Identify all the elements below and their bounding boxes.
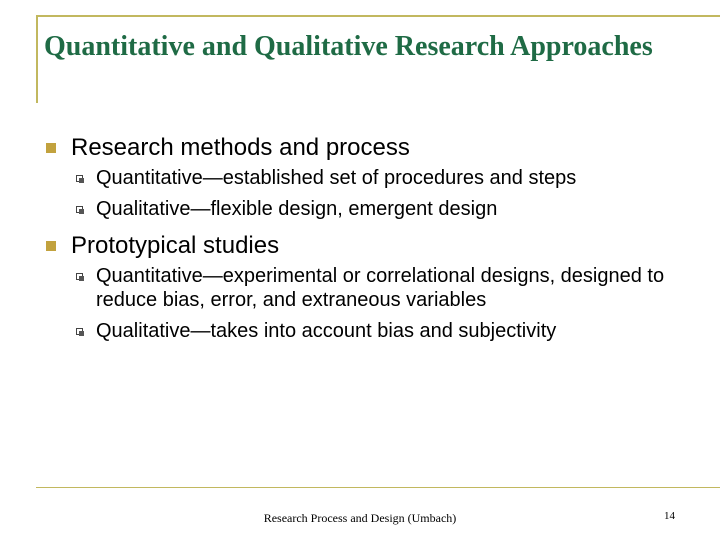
square-bullet-icon [46, 241, 56, 251]
bullet-content [44, 133, 684, 350]
frame-left-line [36, 15, 38, 103]
hollow-square-bullet-icon [76, 328, 83, 335]
slide-footer: Research Process and Design (Umbach) [263, 511, 457, 525]
bullet-text: Qualitative—flexible design, emergent design [96, 198, 498, 220]
bullet-level2-qualitative-process [44, 197, 684, 221]
frame-top-line [36, 15, 720, 17]
bullet-level1-methods [44, 133, 684, 162]
slide-title: Quantitative and Qualitative Research Approaches [44, 31, 653, 62]
footer-divider [36, 487, 720, 488]
bullet-level2-quantitative-process [44, 166, 684, 190]
page-number: 14 [664, 510, 675, 522]
hollow-square-bullet-icon [76, 175, 83, 182]
bullet-level1-prototypical [44, 231, 684, 260]
bullet-text: Prototypical studies [71, 232, 280, 259]
bullet-text: Qualitative—takes into account bias and subjectivity [96, 320, 557, 342]
bullet-level2-qualitative-studies [44, 319, 684, 343]
bullet-level2-quantitative-studies [44, 264, 684, 312]
hollow-square-bullet-icon [76, 206, 83, 213]
bullet-text: Quantitative—experimental or correlational designs, designed to reduce bias, error, and extraneous variables [96, 265, 665, 311]
bullet-text: Research methods and process [71, 134, 410, 161]
hollow-square-bullet-icon [76, 273, 83, 280]
square-bullet-icon [46, 143, 56, 153]
bullet-text: Quantitative—established set of procedures and steps [96, 167, 577, 189]
